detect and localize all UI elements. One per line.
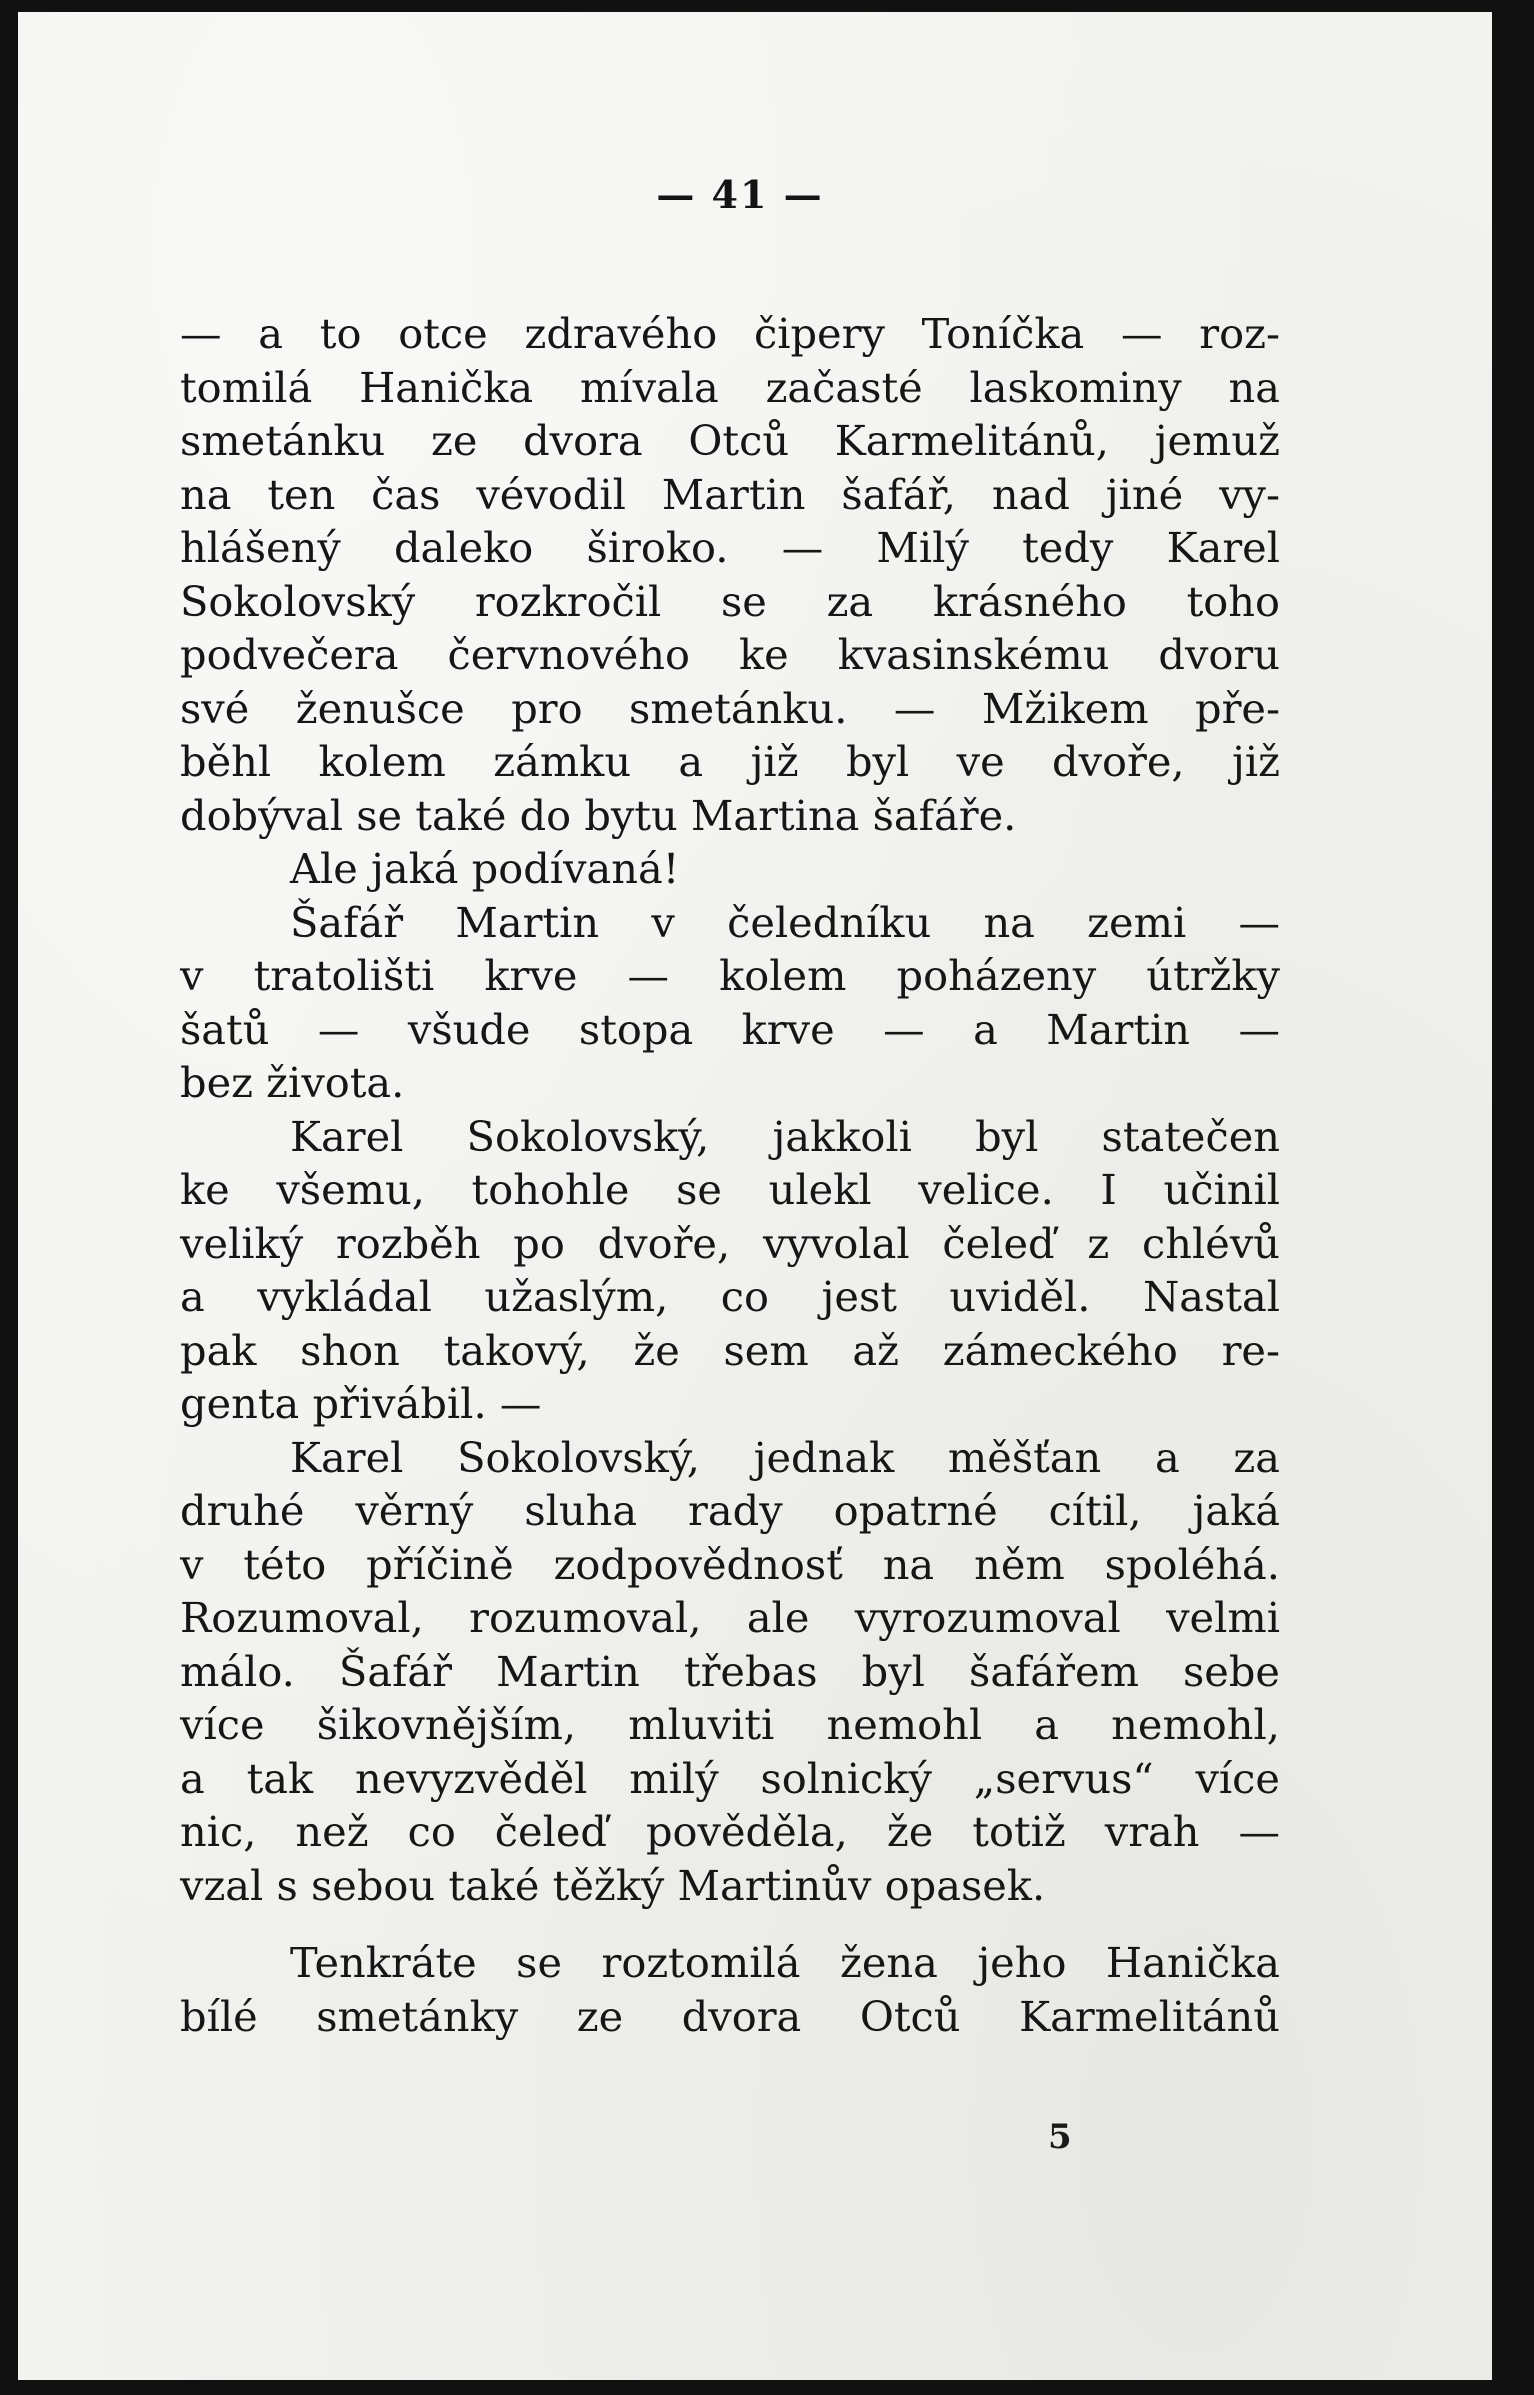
signature-mark: 5 [1048, 2117, 1072, 2157]
text-line: bílé smetánky ze dvora Otců Karmelitánů [180, 1991, 1280, 2041]
text-line: své ženušce pro smetánku. — Mžikem pře- [180, 683, 1280, 733]
text-line: veliký rozběh po dvoře, vyvolal čeleď z chlévů [180, 1218, 1280, 1268]
text-line: a tak nevyzvěděl milý solnický „servus“ více [180, 1753, 1280, 1803]
text-line: a vykládal užaslým, co jest uviděl. Nastal [180, 1272, 1280, 1321]
text-line: Šafář Martin v čeledníku na zemi — [290, 897, 1280, 947]
paragraph-1 [180, 307, 1280, 842]
paragraph-4 [180, 1110, 1280, 1431]
text-line: Rozumoval, rozumoval, ale vyrozumoval velmi [180, 1593, 1280, 1642]
text-line: genta přivábil. — [180, 1379, 542, 1428]
text-line: Tenkráte se roztomilá žena jeho Hanička [290, 1938, 1280, 1987]
page-number: — 41 — [656, 172, 824, 217]
text-line: smetánku ze dvora Otců Karmelitánů, jemuž [180, 416, 1280, 465]
book-page [18, 12, 1492, 2380]
text-line: pak shon takový, že sem až zámeckého re- [180, 1325, 1280, 1375]
text-line: vzal s sebou také těžký Martinův opasek. [180, 1860, 1046, 1910]
paragraph-2 [180, 842, 1280, 896]
text-line: Ale jaká podívaná! [290, 844, 680, 893]
text-line: druhé věrný sluha rady opatrné cítil, jaká [180, 1486, 1280, 1535]
text-line: bez života. [180, 1058, 405, 1107]
text-line: tomilá Hanička mívala začasté laskominy na [180, 362, 1280, 412]
paragraph-3 [180, 896, 1280, 1110]
paragraph-6 [180, 1936, 1280, 2043]
paragraph-5 [180, 1431, 1280, 1913]
text-line: Karel Sokolovský, jednak měšťan a za [290, 1432, 1280, 1482]
text-line: dobýval se také do bytu Martina šafáře. [180, 790, 1017, 840]
paragraph-gap [180, 1912, 1280, 1936]
text-line: Sokolovský rozkročil se za krásného toho [180, 576, 1280, 626]
text-line: šatů — všude stopa krve — a Martin — [180, 1004, 1280, 1054]
text-line: na ten čas vévodil Martin šafář, nad jiné vy- [180, 469, 1280, 519]
text-line: — a to otce zdravého čipery Toníčka — roz- [180, 309, 1280, 358]
text-line: hlášený daleko široko. — Milý tedy Karel [180, 523, 1280, 572]
text-line: více šikovnějším, mluviti nemohl a nemohl, [180, 1700, 1280, 1749]
text-line: podvečera červnového ke kvasinskému dvoru [180, 630, 1280, 679]
text-line: nic, než co čeleď pověděla, že totiž vrah — [180, 1807, 1280, 1856]
text-line: málo. Šafář Martin třebas byl šafářem sebe [180, 1646, 1280, 1696]
text-line: ke všemu, tohohle se ulekl velice. I učinil [180, 1165, 1280, 1214]
text-line: Karel Sokolovský, jakkoli byl statečen [290, 1111, 1280, 1161]
text-line: v této příčině zodpovědnosť na něm spoléhá. [180, 1539, 1280, 1589]
text-line: v tratolišti krve — kolem poházeny útržky [180, 951, 1280, 1000]
text-line: běhl kolem zámku a již byl ve dvoře, již [180, 737, 1280, 786]
body-text [180, 307, 1280, 2043]
